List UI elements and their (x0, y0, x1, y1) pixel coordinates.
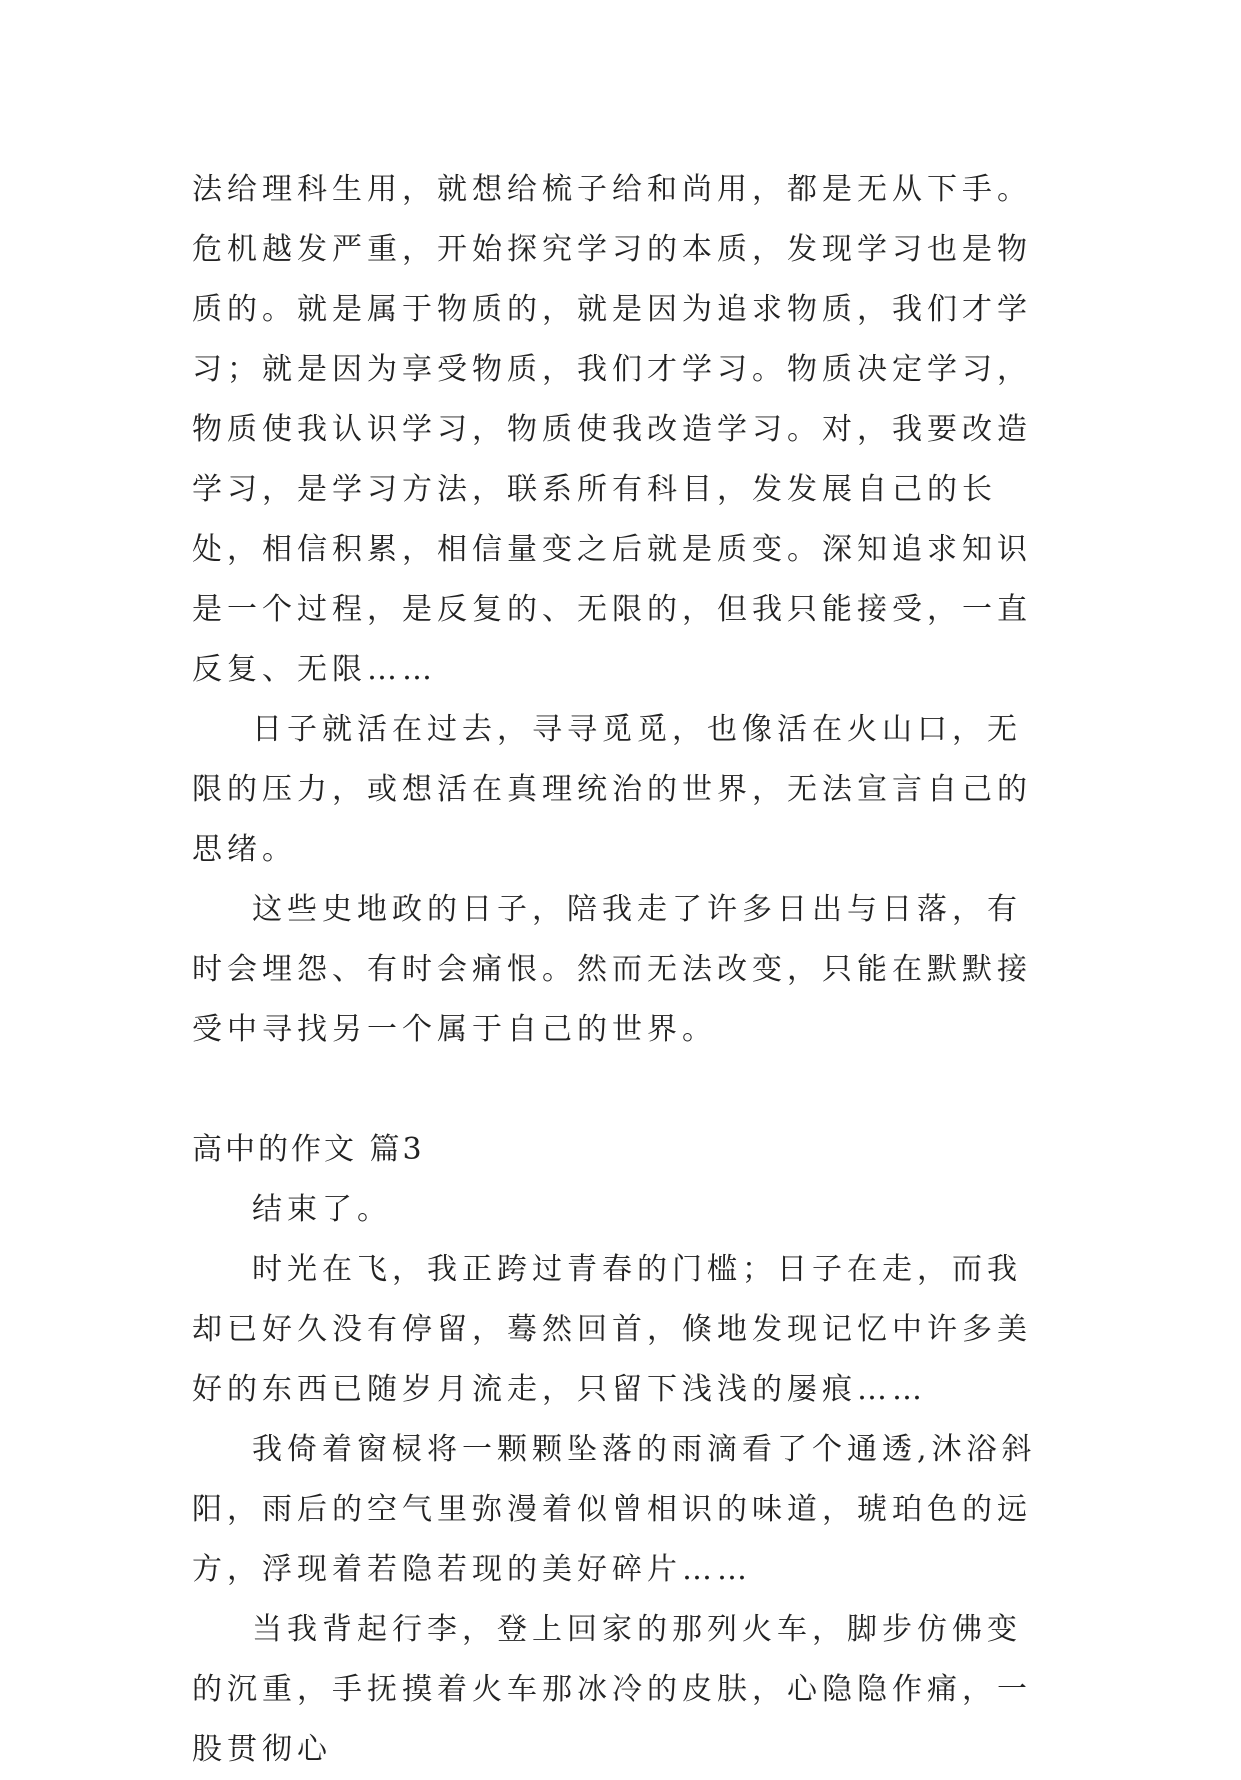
section-heading: 高中的作文 篇3 (192, 1132, 425, 1167)
paragraph: 我倚着窗棂将一颗颗坠落的雨滴看了个通透,沐浴斜阳，雨后的空气里弥漫着似曾相识的味道，琥珀色的远方，浮现着若隐若现的美好碎片…… (192, 1432, 1037, 1587)
paragraph: 日子就活在过去，寻寻觅觅，也像活在火山口，无限的压力，或想活在真理统治的世界，无法宣言自己的思绪。 (192, 712, 1032, 867)
paragraph: 这些史地政的日子，陪我走了许多日出与日落，有时会埋怨、有时会痛恨。然而无法改变，只能在默默接受中寻找另一个属于自己的世界。 (192, 892, 1032, 1047)
paragraph: 结束了。 (252, 1192, 392, 1227)
section-spacer (192, 1060, 1052, 1120)
document-body (192, 160, 1052, 1780)
paragraph: 时光在飞，我正跨过青春的门槛；日子在走，而我却已好久没有停留，蓦然回首，倏地发现记忆中许多美好的东西已随岁月流走，只留下浅浅的屡痕…… (192, 1252, 1032, 1407)
paragraph-continued: 法给理科生用，就想给梳子给和尚用，都是无从下手。危机越发严重，开始探究学习的本质，发现学习也是物质的。就是属于物质的，就是因为追求物质，我们才学习；就是因为享受物质，我们才学习。物质决定学习，物质使我认识学习，物质使我改造学习。对，我要改造学习，是学习方法，联系所有科目，发发展自己的长处，相信积累，相信量变之后就是质变。深知追求知识是一个过程，是反复的、无限的，但我只能接受，一直反复、无限…… (192, 172, 1032, 687)
paragraph: 当我背起行李，登上回家的那列火车，脚步仿佛变的沉重，手抚摸着火车那冰冷的皮肤，心隐隐作痛，一股贯彻心 (192, 1612, 1032, 1767)
